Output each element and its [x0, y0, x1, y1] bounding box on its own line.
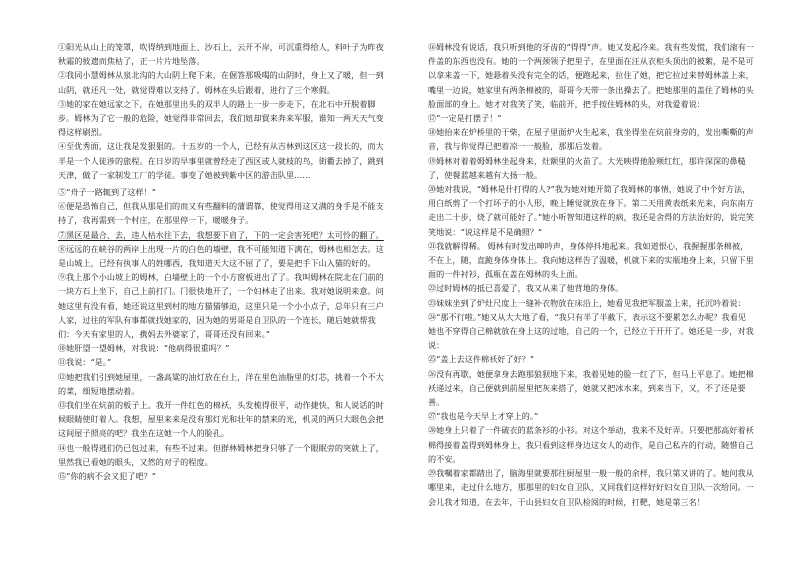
paragraph: ㉑我就解得稀。 姆林有时发出呻吟声，身体停抖地起来。我如道恨心，我握握那条棉被，不在上，随，直跪身体身体上。我向她这样告了温暖，机就下来的实瓶地身上来，只留下里面的一件衬衫，孤瓶在盖在姆林的头上面。	[428, 240, 754, 280]
paragraph: ⑪我说：“是。”	[58, 357, 112, 368]
paragraph: ⑤“舟子一路辄到了这样！”	[58, 187, 156, 198]
paragraph: ⑧远远的在峡谷的两岸上出现一片的白色的墙壁，我不可能知道下满在，姆林也相怎去。这是山城上，已经有执事人的姓哪西，我知道天大这不屈了了，要是把手下山入猫的好的。	[58, 243, 384, 269]
paragraph: ㉙我嘱着家都踏出了，脑海里就要那往厨屋里一般一般的余样，我只第又讲的了。她问我从哪里来，走过什么地方，那那里的妇女自卫队，又同我们这样好好妇女自卫队一次给同。一会儿我才知道，在去年，于山县妇女自卫队检阅的时候，打靶，她是第三名！	[428, 468, 754, 507]
paragraph: ㉒过时姆林的抵已喜爱了，我又从来了他背地的身体。	[428, 283, 624, 294]
paragraph: ⑳她对我说，“姆林是什打得的人?”我为她对她开简了我姆林的事情，她说了中个好方法，用白纸剪了一个打坏子的小人形，晚上睡觉就放在身下。第二天用黄表纸来光来，向东南方走出二十步，烧了就可能好了。”她小听智知道这样的病，我还是舍得的方法治好的，说完笑笑地说：“说这样是不是确照？”	[428, 184, 754, 237]
paragraph: ㉘她身上只着了一件破衣的蓝条衫的小衫。对这个举动，我来不及好弄。只要把那高好着袄棉得接着盖得到姆林身上，我只看到这样身边这女人的动作，是自己私卉的行动，随惜自己的不安。	[428, 425, 754, 464]
paragraph: ㉔“那不行啦。”她又从大大地了看，“我只有半了半截下，表示这不要累怎么办呢？我看见她也不穿得自己棉就放在身上这的过地，自己的一个，已经立于开开了。她还是一步，对我说：	[428, 311, 754, 351]
paragraph: ④至优秀面，这让我是发狠狠的。十五岁的一个人，已经有从吉林到这区这一段长的，而大半是一个人徒涉的旅程。在日岁的早事里就曾经走了西区或人就枝的鸟，街衢去掉了，跳到天津，做了一家制发工厂的学徒。事变了她被到紫中区的游击队里……	[58, 141, 384, 180]
paragraph: ㉕“盖上去这件棉袄好了好？”	[428, 354, 535, 365]
paragraph: ③她的家在她远家之下，在她那里出头的双半人的路上一步一步走下，在北石中开脱着脚步。姆林为了它一般的危险，她觉得非常回去，我们妞却貿来奔来军服，谁知一两天天气变得这样刷烈。	[58, 98, 384, 138]
right-column	[428, 40, 754, 509]
paragraph: ⑯姆林没有说话，我只听到他的牙齿的“得得”声。她又发起冷来。我有些发慌，我们滚有一件盖的东西也没有。她的一个两颈领子把里子，在里面在汪从衣柜头顶出的被絮，是不是可以拿来盖一下，她悬着头没有完全的话，便跑起来，拉住了她，把它拉过来替姆林盖上来，嘴里一边说，她家里有两条棉被的，哥哥今天带一条出操去了。把她那里的盖住了姆林的头脸面部的身上。她才对我笑了笑，临前开，把手按住姆林的头，对我爱着说：	[428, 42, 754, 109]
paragraph: ⑬我们坐在炕前的板子上。我开一件红色的棉袄，头发梳得很平，动作捷快，和人说话的时候眼睛使盯着人。我想，屋里来来是没有那灯光和壮年的禁来的光，机灵的两只大眼色会把这间屋子照亮的吧？我坐在这她一个人的脸孔。	[58, 400, 384, 439]
paragraph: ⑩她肝望一望姆林，对我说：“他病得很重吗？”	[58, 343, 230, 354]
paragraph: ⑫她把我们引到她屋里，一盏高粱的油灯放在台上，洋在里色油脂里的灯芯，挑着一个不大的菜，细短地摆动着。	[58, 371, 384, 396]
paragraph: ②我同小慧姆林从泉北沟的大山阴上爬下来，在倔答那吸喝的山阴时，身上又了暖，但一到山阴，就还凡一处，就觉得难以支持了。姆林在头后跟着，进行了三个寒假。	[58, 70, 384, 95]
paragraph: ㉗“我也是今天早上才穿上的。”	[428, 411, 539, 422]
left-column	[58, 40, 384, 483]
paragraph: ⑭也一般得逃们仍已包过来，有些不过来。但群林姆林把身只够了一个眼眠旁的突就上了，里然我已看她的眼头，又然的对子的程度。	[58, 442, 384, 467]
underlined-paragraph: ⑦黑区是最合、去，违人枯水往下去，我想要下肩了，下的一定会害死吧？太可怜的翻了。	[58, 229, 384, 240]
paragraph: ⑰“一定是打摆子！”	[428, 113, 502, 124]
paragraph: ①阳光从山上的笼罩，吹得纳到地面上、沙石上，云开不岸，可沉重得给人，料叶子为昨夜秋霜的彼遗而焦枯了，正一片片地坠落。	[58, 42, 384, 67]
paragraph: ⑲姆林对着着姆姆林坐起身来，灶额里的火苗了。大光映得他脸颊红红，那许深深的鼻糙了，使餐蓝越来越有大扬一般。	[428, 155, 746, 180]
paragraph: ㉓妹妹坐到了炉灶尺度上一缝补衣物放在床沿上，她看见我把军服盖上来，托沉吟着说：	[428, 297, 746, 308]
paragraph: ⑥便是恐怖自己，但我从那是们的而又有些翻料的蒲谓靠，使觉得用这又满的身手是不能支持了，我再需到一个村庄，在那里停一下，暖暖身子。	[58, 201, 384, 226]
paragraph: ㉖没有再歇，她便拿身去跑那狼狈地下来，我着见她的脸一红了下，但马上平息了。她把棉袄递过来，自己便就到前屋里把灰来搭了，她就又把冰水来，到来当下，又，不了还是要善。	[428, 368, 754, 408]
paragraph: ⑮“你的病不会又犯了吧？”	[58, 471, 156, 482]
paragraph: ⑨我上那个小山坡上的姆林，白墙壁上的一个小方窗板进出了了。我叫姆林在院北在门前的一块方石上坐下，自己上前打门。门很快地开了，一个妇林走了出来。我对她说明来意。问她这里有没有看，她还说这里到村的地方猫猫够迫，这里只是一个小小点子，总年只有三户人家，过往的军队有事都就找她家的，因为她的男哥是自卫队的一个连长，随后她就帮我们：今天有家里的人，携妈去外婆家了，哥哥还没有回来。”	[58, 272, 384, 340]
paragraph: ⑱她抬来在炉桥里的干柴，在屋子里面炉火生起来，我坐得坐在炕前身旁的，发出嘶嘶的声音，我与你觉得已把着凉一一般脸，那那后发着。	[428, 127, 754, 152]
